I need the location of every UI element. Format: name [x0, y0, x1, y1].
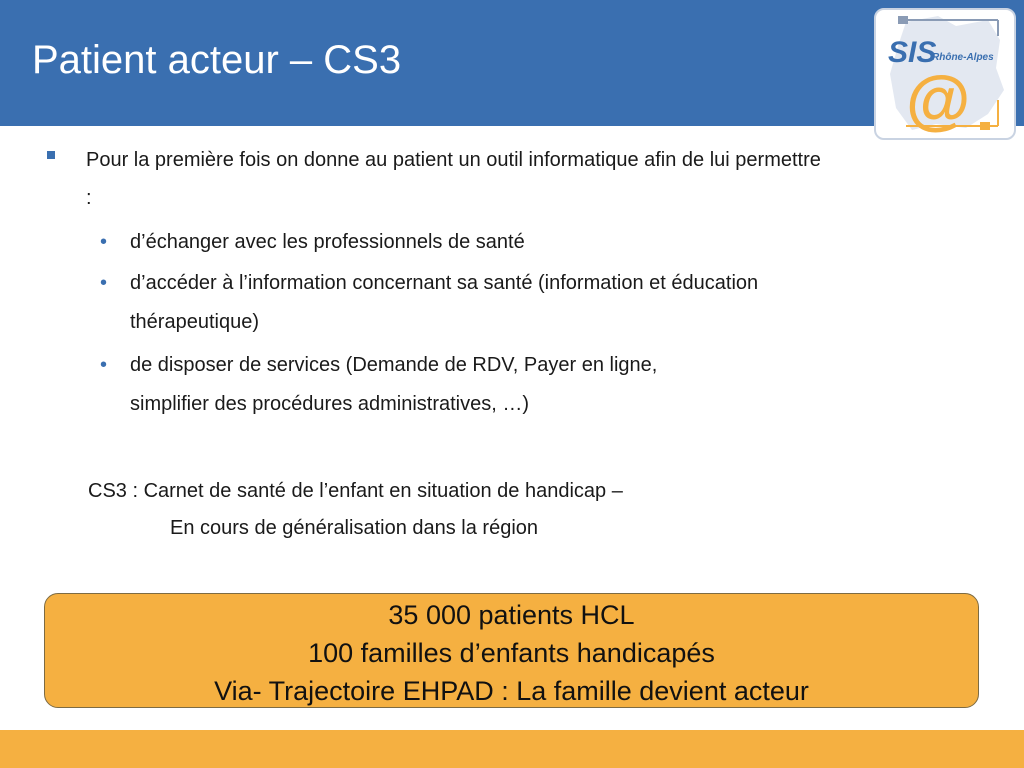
square-bullet-icon: [47, 151, 55, 159]
round-bullet-icon: •: [100, 272, 108, 294]
round-bullet-icon: •: [100, 231, 108, 253]
banner-line2: 100 familles d’enfants handicapés: [308, 638, 715, 668]
round-bullet-icon: •: [100, 354, 108, 376]
logo-brand: SIS: [888, 36, 937, 69]
banner-line1: 35 000 patients HCL: [388, 600, 635, 630]
footer-bar: [0, 730, 1024, 768]
cs3-line2: En cours de généralisation dans la région: [170, 517, 539, 539]
sub-item-2-line1: d’accéder à l’information concernant sa santé (information et éducation: [130, 272, 759, 294]
sub-item-3-line2: simplifier des procédures administratives, …): [130, 393, 530, 415]
highlight-banner: [44, 593, 979, 708]
cs3-line1: CS3 : Carnet de santé de l’enfant en situation de handicap –: [88, 480, 623, 502]
banner-line3: Via- Trajectoire EHPAD : La famille devient acteur: [214, 676, 809, 706]
intro-text-line1: Pour la première fois on donne au patient un outil informatique afin de lui permettre: [86, 149, 821, 171]
intro-text-line2: :: [86, 187, 92, 209]
sub-item-1: d’échanger avec les professionnels de santé: [130, 231, 525, 253]
sub-item-3-line1: de disposer de services (Demande de RDV, Payer en ligne,: [130, 354, 658, 376]
logo-region: Rhône-Alpes: [932, 52, 994, 63]
slide-title: Patient acteur – CS3: [32, 38, 402, 82]
sub-item-2-line2: thérapeutique): [130, 311, 259, 333]
logo-symbol: @: [906, 62, 971, 136]
